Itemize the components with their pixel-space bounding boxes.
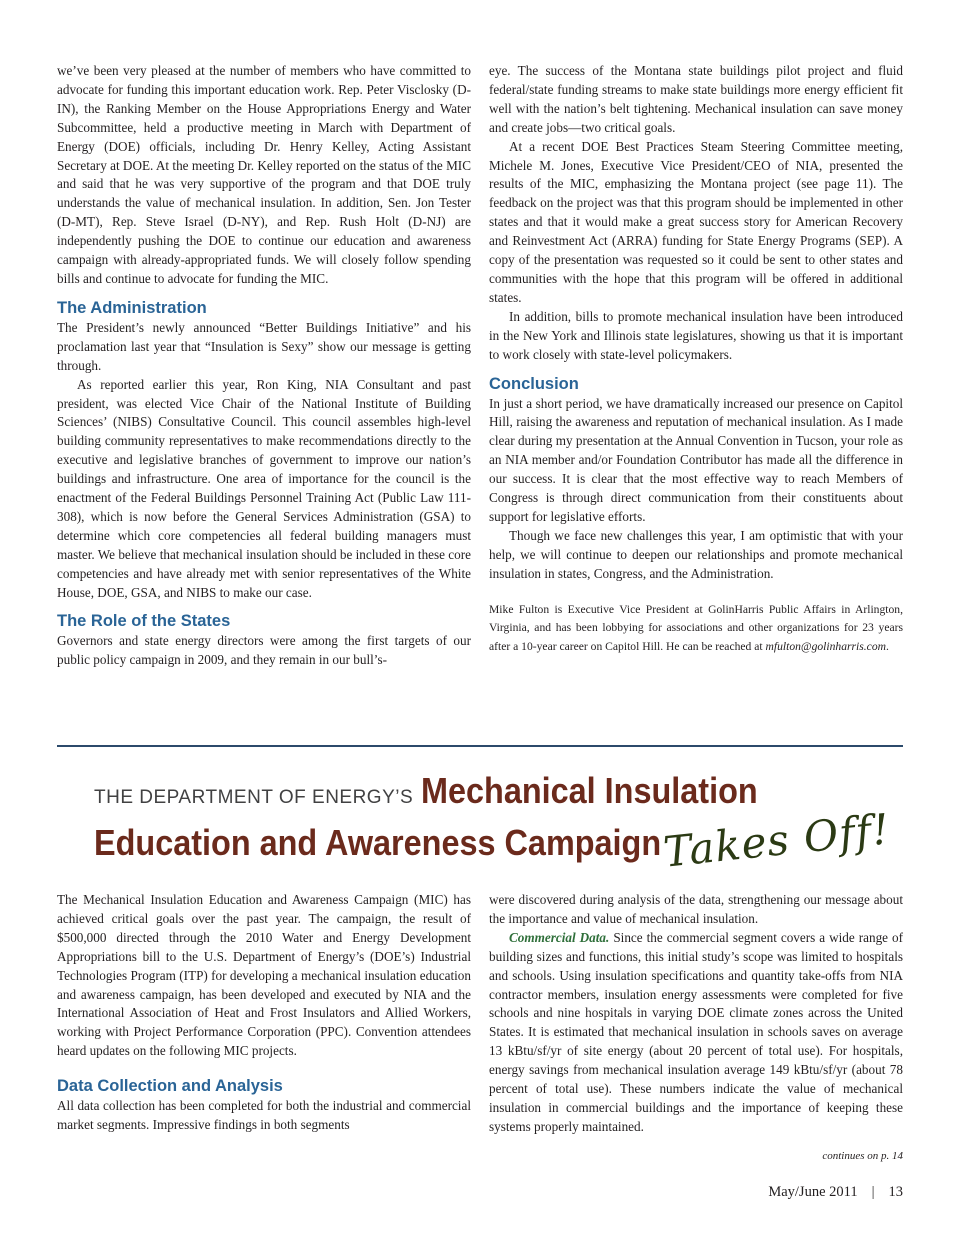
body-text: Since the commercial segment covers a wide range of building sizes and functions, this initial study’s scope was limited to hospitals and schools. Using insulation specifications and quantity take-offs from NIA contractor members, insulation energy assessments were completed for five schools and nine hospitals in varying DOE climate zones across the United States. It is estimated that mechanical insulation in schools saves on average 13 kBtu/sf/yr of site energy (about 20 percent of total use). For hospitals, energy savings from mechanical insulation average 149 kBtu/sf/yr (about 78 percent of total use). These numbers indicate the value of mechanical insulation in commercial buildings and the importance of keeping these systems properly maintained. xyxy=(489,929,903,1134)
author-bio-text: Mike Fulton is Executive Vice President at GolinHarris Public Affairs in Arlington, Virginia, and has been lobbying for associations and other organizations for 23 years after a 10-year career on Capitol Hill. He can be reached at xyxy=(489,602,903,654)
section-heading-states: The Role of the States xyxy=(57,612,231,631)
page-footer xyxy=(700,1184,903,1201)
body-paragraph: were discovered during analysis of the data, strengthening our message about the importance and value of mechanical insulation. xyxy=(489,892,903,926)
page-number: 13 xyxy=(888,1184,903,1200)
body-paragraph: eye. The success of the Montana state buildings pilot project and fluid federal/state funding streams to make state buildings more energy efficient fit well with the nation’s belt tightening. Mechanical insulation can save money and create jobs—two critical goals. xyxy=(489,63,903,135)
author-bio-end: . xyxy=(886,640,889,654)
run-in-heading: Commercial Data. xyxy=(509,929,610,945)
body-paragraph: In just a short period, we have dramatically increased our presence on Capitol Hill, raising the awareness and reputation of mechanical insulation. As I made clear during my presentation at the Annual Convention in Tucson, your role as an NIA member and/or Foundation Contributor has made all the difference in our success. It is clear that the most effective way to reach Members of Congress is through direct communication from their constituents about support for legislative efforts. xyxy=(489,395,903,524)
article-headline xyxy=(94,770,894,877)
body-paragraph: we’ve been very pleased at the number of members who have committed to advocate for funding this important education work. Rep. Peter Visclosky (D-IN), the Ranking Member on the House Appropriations Energy and Water Subcommittee, held a productive meeting in March with Department of Energy (DOE) officials, including Dr. Henry Kelley, Acting Assistant Secretary at DOE. At the meeting Dr. Kelley reported on the status of the MIC and said that he was very supportive of the program and that DOE truly understands the value of mechanical insulation. In addition, Sen. Jon Tester (D-MT), Rep. Steve Israel (D-NY), and Rep. Rush Holt (D-NJ) are independently pushing the DOE to continue our education and awareness campaign with already-appropriated funds. We will closely follow spending bills and continue to advocate for funding the MIC. xyxy=(57,63,471,286)
section-heading-conclusion: Conclusion xyxy=(489,374,579,393)
author-email[interactable]: mfulton@golinharris.com xyxy=(765,640,886,654)
body-paragraph xyxy=(489,929,903,1137)
body-paragraph: All data collection has been completed for both the industrial and commercial market segments. Impressive findings in both segments xyxy=(57,1098,471,1133)
section-divider xyxy=(57,745,903,747)
author-bio xyxy=(489,601,903,657)
bottom-left-column xyxy=(57,891,471,1135)
body-paragraph: The President’s newly announced “Better Buildings Initiative” and his proclamation last year that “Insulation is Sexy” show our message is getting through. xyxy=(57,319,471,373)
body-paragraph: Though we face new challenges this year, I am optimistic that with your help, we will continue to deepen our relationships and promote mechanical insulation in states, Congress, and the Administration. xyxy=(489,527,903,581)
top-left-column xyxy=(57,62,471,670)
headline-script: Takes Off! xyxy=(661,804,893,877)
body-paragraph: In addition, bills to promote mechanical insulation have been introduced in the New York and Illinois state legislatures, showing us that it is important to work closely with state-level policymakers. xyxy=(489,308,903,362)
top-right-column xyxy=(489,62,903,657)
body-paragraph: Governors and state energy directors were among the first targets of our public policy campaign in 2009, and they remain in our bull’s- xyxy=(57,633,471,668)
body-paragraph: As reported earlier this year, Ron King, NIA Consultant and past president, was elected Vice Chair of the National Institute of Building Sciences’ (NIBS) Consultative Council. This council assembles high-level building community representatives to make recommendations directly to the executive and legislative branches of government to improve our nation’s buildings and infrastructure. One area of importance for the council is the enactment of the Federal Buildings Personnel Training Act (Public Law 111-308), which is now before the General Services Administration (GSA) to determine which core competencies all federal building managers must master. We believe that mechanical insulation should be included in these core competencies and have already met with senior representatives of the White House, DOE, GSA, and NIBS to make our case. xyxy=(57,376,471,600)
body-paragraph: The Mechanical Insulation Education and Awareness Campaign (MIC) has achieved critical goals over the past year. The campaign, the result of $500,000 directed through the 2010 Water and Energy Development Appropriations bill to the U.S. Department of Energy’s (DOE’s) Industrial Technologies Program (ITP) for developing a mechanical insulation education and awareness campaign, has been developed and executed by NIA and the International Association of Heat and Frost Insulators and Allied Workers, working with Project Performance Corporation (PPC). Convention attendees heard updates on the following MIC projects. xyxy=(57,892,471,1059)
headline-line-1: Mechanical Insulation xyxy=(421,770,758,811)
headline-prefix: THE DEPARTMENT OF ENERGY’S xyxy=(94,787,414,808)
folio-separator: | xyxy=(871,1184,875,1200)
continued-note: continues on p. 14 xyxy=(822,1149,903,1162)
section-heading-administration: The Administration xyxy=(57,298,207,317)
body-paragraph: At a recent DOE Best Practices Steam Steering Committee meeting, Michele M. Jones, Executive Vice President/CEO of NIA, presented the results of the MIC, emphasizing the Montana project (see page 11). The feedback on the project was that this program should be implemented in other states and that it would make a great success story for American Recovery and Reinvestment Act (ARRA) funding for State Energy Programs (SEP). A copy of the presentation was requested so it could be sent to other states and communities with the hope that this program will be offered in additional states. xyxy=(489,138,903,305)
issue-date: May/June 2011 xyxy=(768,1184,858,1200)
section-heading-data-collection: Data Collection and Analysis xyxy=(57,1077,283,1096)
bottom-right-column xyxy=(489,891,903,1166)
headline-line-2: Education and Awareness Campaign xyxy=(94,822,662,863)
